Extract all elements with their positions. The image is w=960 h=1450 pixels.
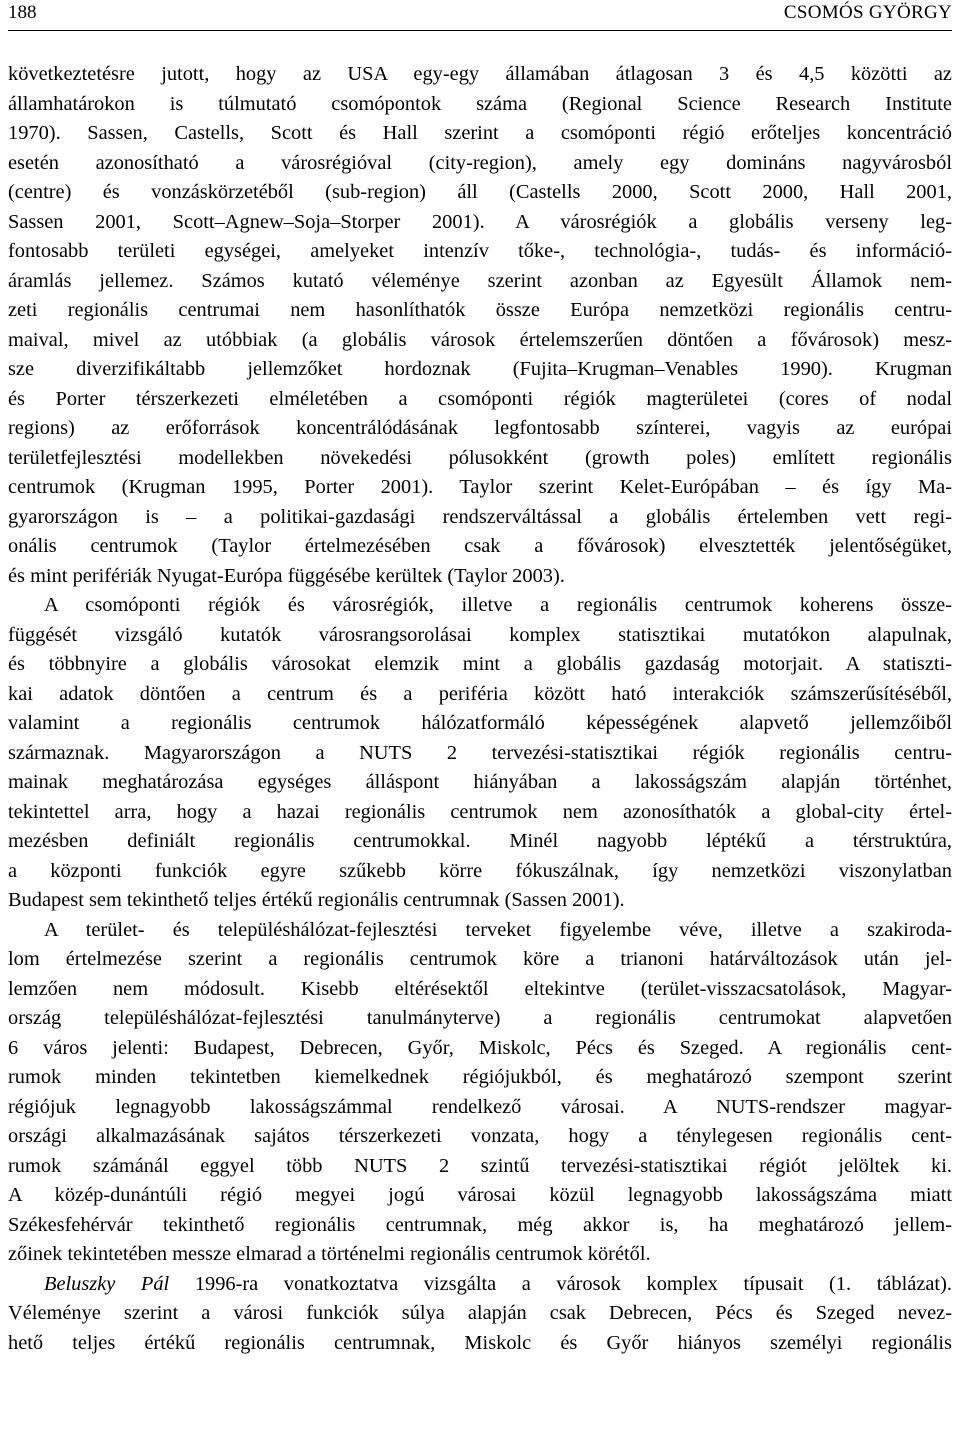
running-header — [8, 0, 952, 31]
text-line: tekintettel arra, hogy a hazai regionális centrumok nem azonosíthatók a global-city értel- — [8, 800, 952, 823]
text-line: és mint perifériák Nyugat-Európa függésébe kerültek (Taylor 2003). — [8, 564, 565, 587]
text-line: hető teljes értékű regionális centrumnak, Miskolc és Győr hiányos személyi regionális — [8, 1331, 952, 1354]
text-line: rumok számánál eggyel több NUTS 2 szintű tervezési-statisztikai régiót jelöltek ki. — [8, 1154, 952, 1177]
text-line: Székesfehérvár tekinthető regionális centrumnak, még akkor is, ha meghatározó jellem- — [8, 1213, 952, 1236]
text-line: mainak meghatározása egységes álláspont hiányában a lakosságszám alapján történhet, — [8, 771, 952, 793]
text-line-rest: 1996-ra vonatkoztatva vizsgálta a városok komplex típusait (1. táblázat). — [194, 1272, 952, 1295]
text-line: maival, mivel az utóbbiak (a globális városok értelemszerűen döntően a fővárosok) mesz- — [8, 328, 952, 351]
page-number: 188 — [8, 2, 37, 23]
text-line: országi alkalmazásának sajátos térszerkezeti vonzata, hogy a ténylegesen regionális cent- — [8, 1125, 952, 1147]
text-line: A közép-dunántúli régió megyei jogú városai közül legnagyobb lakosságszáma miatt — [8, 1184, 952, 1206]
italic-author-name: Beluszky Pál — [44, 1272, 170, 1295]
text-line: zőinek tekintetében messze elmarad a történelmi regionális centrumok körétől. — [8, 1243, 651, 1265]
text-line: gyarországon is – a politikai-gazdasági rendszerváltással a globális értelemben vett regi- — [8, 505, 952, 528]
text-line-with-italic — [8, 1270, 952, 1300]
text-line: regions) az erőforrások koncentrálódásának legfontosabb színterei, vagyis az európai — [8, 417, 952, 439]
text-line: sze diverzifikáltabb jellemzőket hordoznak (Fujita–Krugman–Venables 1990). Krugman — [8, 358, 952, 380]
text-line: onális centrumok (Taylor értelmezésében csak a fővárosok) elvesztették jelentőségüket, — [8, 535, 952, 557]
text-line: A csomóponti régiók és városrégiók, illetve a regionális centrumok koherens össze- — [44, 594, 952, 616]
text-line: területfejlesztési modellekben növekedési pólusokként (growth poles) említett regionális — [8, 446, 952, 469]
text-line: Budapest sem tekinthető teljes értékű regionális centrumnak (Sassen 2001). — [8, 889, 625, 911]
text-line: a központi funkciók egyre szűkebb körre fókuszálnak, így nemzetközi viszonylatban — [8, 859, 952, 882]
text-line: Sassen 2001, Scott–Agnew–Soja–Storper 2001). A városrégiók a globális verseny leg- — [8, 210, 952, 233]
text-line: fontosabb területi egységei, amelyeket intenzív tőke-, technológia-, tudás- és információ- — [8, 240, 952, 262]
text-line: és többnyire a globális városokat elemzik mint a globális gazdaság motorjait. A statiszti- — [8, 653, 952, 675]
text-line: és Porter térszerkezeti elméletében a csomóponti régiók magterületei (cores of nodal — [8, 387, 952, 410]
text-line: valamint a regionális centrumok hálózatformáló képességének alapvető jellemzőiből — [8, 712, 952, 734]
text-line: 6 város jelenti: Budapest, Debrecen, Győr, Miskolc, Pécs és Szeged. A regionális cent- — [8, 1036, 952, 1059]
text-line: lemzően nem módosult. Kisebb eltérésektől eltekintve (terület-visszacsatolások, Magyar- — [8, 977, 952, 1000]
text-line: esetén azonosítható a városrégióval (city-region), amely egy domináns nagyvárosból — [8, 151, 952, 174]
text-line: (centre) és vonzáskörzetéből (sub-region) áll (Castells 2000, Scott 2000, Hall 2001, — [8, 181, 952, 203]
text-line: 1970). Sassen, Castells, Scott és Hall szerint a csomóponti régió erőteljes koncentráció — [8, 122, 952, 144]
text-line: függését vizsgáló kutatók városrangsorolásai komplex statisztikai mutatókon alapulnak, — [8, 623, 952, 646]
text-line: Véleménye szerint a városi funkciók súlya alapján csak Debrecen, Pécs és Szeged nevez- — [8, 1302, 952, 1324]
running-header-author: CSOMÓS GYÖRGY — [783, 2, 952, 23]
text-line: áramlás jellemez. Számos kutató véleménye szerint azonban az Egyesült Államok nem- — [8, 269, 952, 292]
text-line: centrumok (Krugman 1995, Porter 2001). Taylor szerint Kelet-Európában – és így Ma- — [8, 476, 952, 498]
text-line: mezésben definiált regionális centrumokkal. Minél nagyobb léptékű a térstruktúra, — [8, 830, 952, 852]
text-line: rumok minden tekintetben kiemelkednek régiójukból, és meghatározó szempont szerint — [8, 1066, 952, 1088]
text-line: származnak. Magyarországon a NUTS 2 tervezési-statisztikai régiók regionális centru- — [8, 741, 952, 764]
text-line: államhatárokon is túlmutató csomópontok száma (Regional Science Research Institute — [8, 92, 952, 115]
body-text — [8, 60, 952, 1358]
text-line: A terület- és településhálózat-fejlesztési terveket figyelembe véve, illetve a szakiroda- — [44, 918, 952, 941]
text-line: lom értelmezése szerint a regionális centrumok köre a trianoni határváltozások után jel- — [8, 948, 952, 970]
text-line: régiójuk legnagyobb lakosságszámmal rendelkező városai. A NUTS-rendszer magyar- — [8, 1095, 952, 1118]
text-line: ország településhálózat-fejlesztési tanulmányterve) a regionális centrumokat alapvetően — [8, 1007, 952, 1029]
text-line: következtetésre jutott, hogy az USA egy-egy államában átlagosan 3 és 4,5 közötti az — [8, 63, 952, 85]
text-line: zeti regionális centrumai nem hasonlíthatók össze Európa nemzetközi regionális centru- — [8, 299, 952, 321]
text-line: kai adatok döntően a centrum és a periféria között ható interakciók számszerűsítéséből, — [8, 682, 952, 705]
